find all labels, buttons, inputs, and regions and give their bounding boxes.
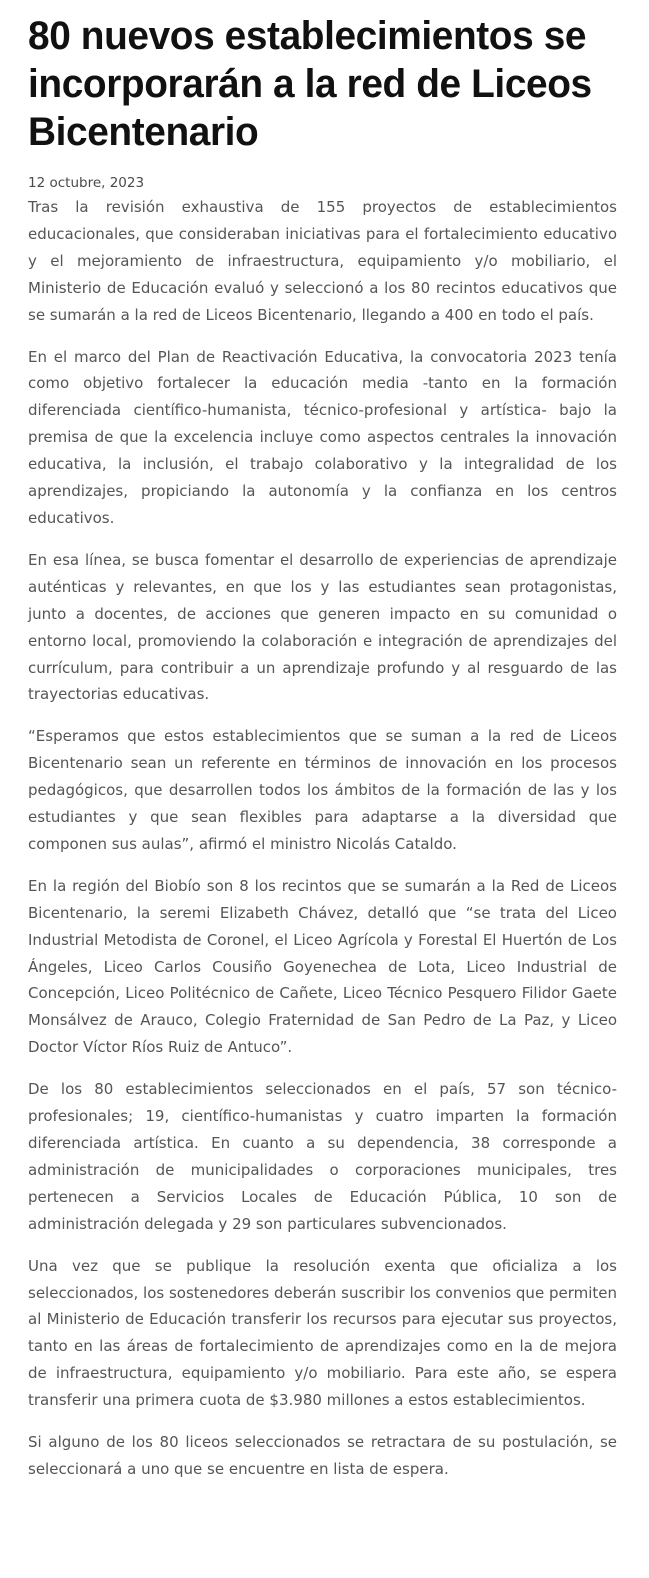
article-paragraph-6: De los 80 establecimientos seleccionados en el país, 57 son técnico-profesionales; 19, científico-humanistas y cuatro imparten la formación diferenciada artística. En cuanto a su dependencia, 38 corresponde a administración de municipalidades o corporaciones municipales, tres pertenecen a Servicios Locales de Educación Pública, 10 son de administración delegada y 29 son particulares subvencionados. (28, 1080, 617, 1233)
article-paragraph-2: En el marco del Plan de Reactivación Educativa, la convocatoria 2023 tenía como objetivo fortalecer la educación media -tanto en la formación diferenciada científico-humanista, técnico-profesional y artística- bajo la premisa de que la excelencia incluye como aspectos centrales la innovación educativa, la inclusión, el trabajo colaborativo y la integralidad de los aprendizajes, propiciando la autonomía y la confianza en los centros educativos. (28, 347, 617, 527)
article-paragraph-1: Tras la revisión exhaustiva de 155 proyectos de establecimientos educacionales, que consideraban iniciativas para el fortalecimiento educativo y el mejoramiento de infraestructura, equipamiento y/o mobiliario, el Ministerio de Educación evaluó y seleccionó a los 80 recintos educativos que se sumarán a la red de Liceos Bicentenario, llegando a 400 en todo el país. (28, 198, 617, 324)
article-paragraph-8: Si alguno de los 80 liceos seleccionados se retractara de su postulación, se seleccionará a uno que se encuentre en lista de espera. (28, 1433, 617, 1478)
article-paragraph-5: En la región del Biobío son 8 los recintos que se sumarán a la Red de Liceos Bicentenario, la seremi Elizabeth Chávez, detalló que “se trata del Liceo Industrial Metodista de Coronel, el Liceo Agrícola y Forestal El Huertón de Los Ángeles, Liceo Carlos Cousiño Goyenechea de Lota, Liceo Industrial de Concepción, Liceo Politécnico de Cañete, Liceo Técnico Pesquero Filidor Gaete Monsálvez de Arauco, Colegio Fraternidad de San Pedro de La Paz, y Liceo Doctor Víctor Ríos Ruiz de Antuco”. (28, 876, 617, 1057)
article-paragraph-3: En esa línea, se busca fomentar el desarrollo de experiencias de aprendizaje auténticas y relevantes, en que los y las estudiantes sean protagonistas, junto a docentes, de acciones que generen impacto en su comunidad o entorno local, promoviendo la colaboración e integración de aprendizajes del currículum, para contribuir a un aprendizaje profundo y al resguardo de las trayectorias educativas. (28, 550, 617, 704)
publish-date: 12 octubre, 2023 (28, 175, 145, 191)
article-paragraph-4: “Esperamos que estos establecimientos que se suman a la red de Liceos Bicentenario sean un referente en términos de innovación en los procesos pedagógicos, que desarrollen todos los ámbitos de la formación de las y los estudiantes y que sean flexibles para adaptarse a la diversidad que componen sus aulas”, afirmó el ministro Nicolás Cataldo. (28, 727, 617, 853)
news-article (28, 12, 617, 1483)
article-paragraph-7: Una vez que se publique la resolución exenta que oficializa a los seleccionados, los sostenedores deberán suscribir los convenios que permiten al Ministerio de Educación transferir los recursos para ejecutar sus proyectos, tanto en las áreas de fortalecimiento de aprendizajes como en la de mejora de infraestructura, equipamiento y/o mobiliario. Para este año, se espera transferir una primera cuota de $3.980 millones a estos establecimientos. (28, 1256, 617, 1410)
article-title: 80 nuevos establecimientos se incorporarán a la red de Liceos Bicentenario (28, 14, 592, 154)
